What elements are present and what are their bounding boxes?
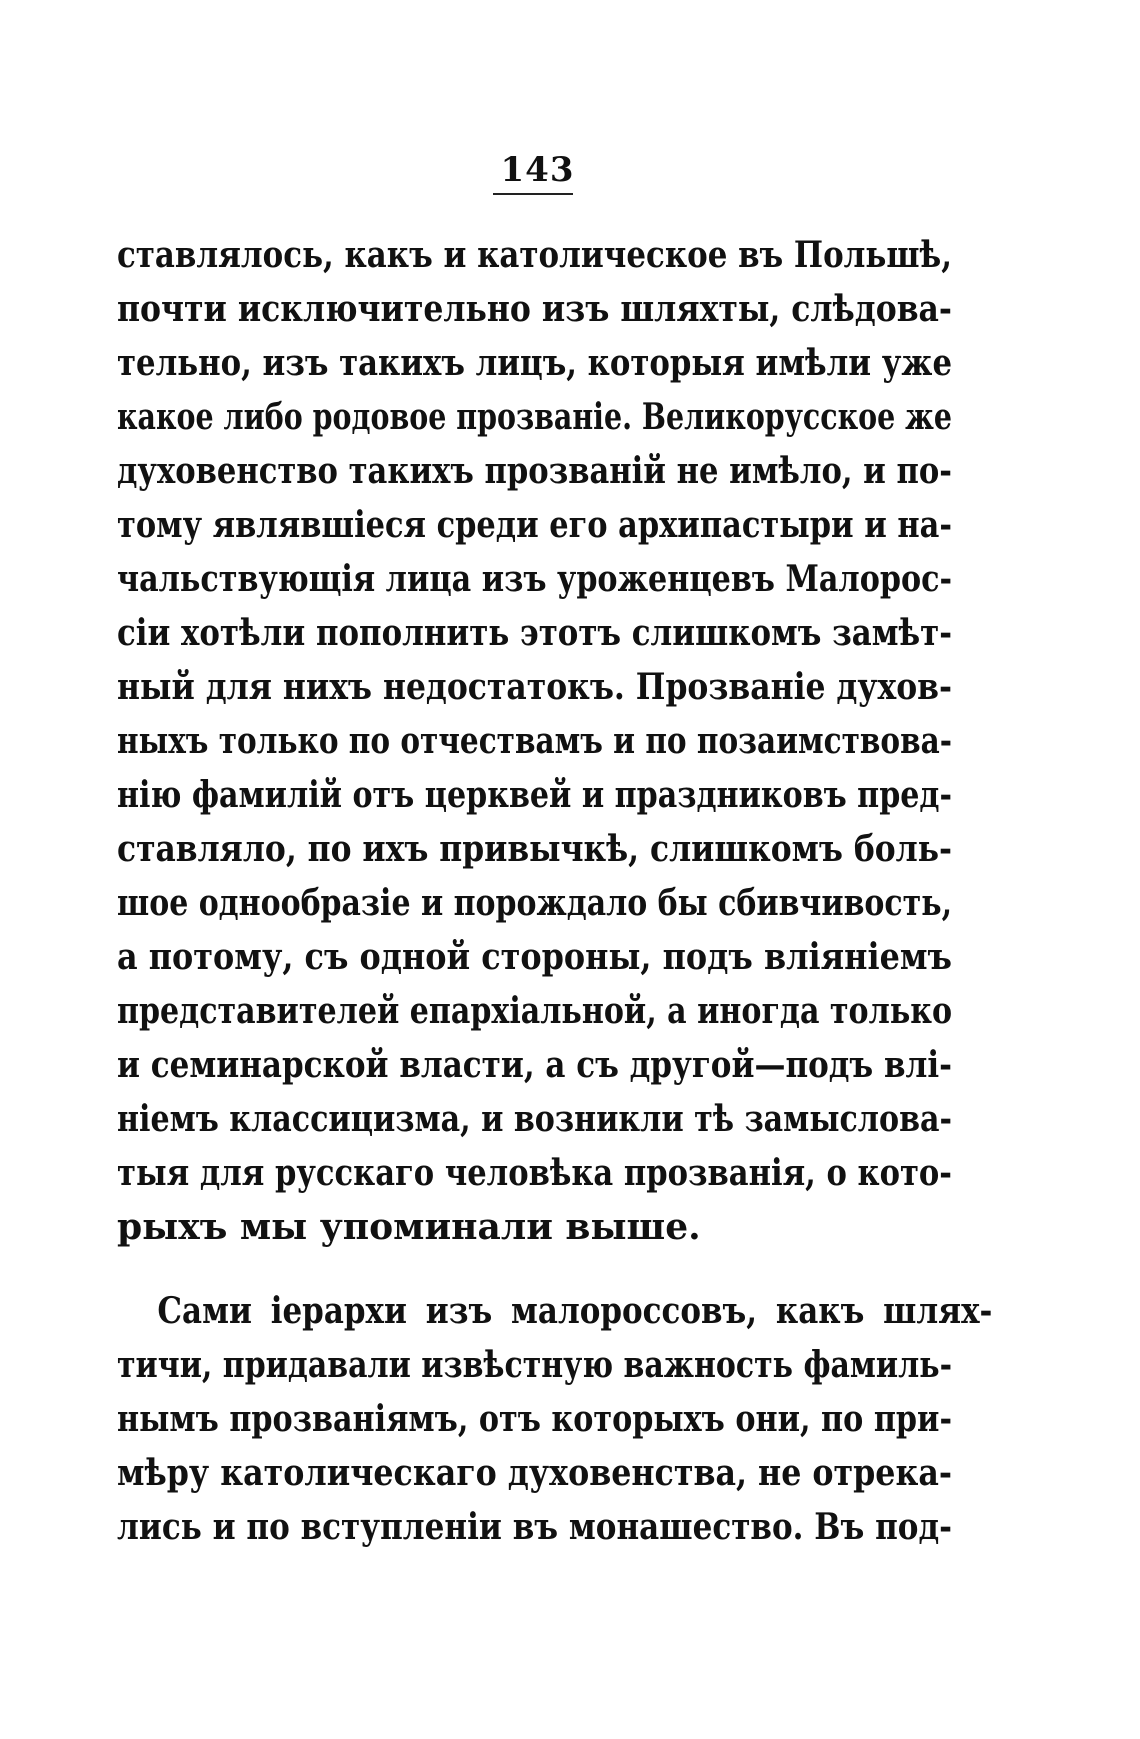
text-line: ныхъ только по отчествамъ и по позаимствова- [117,720,952,762]
body-text [117,228,993,1554]
text-line: представителей епархіальной, а иногда только [117,990,952,1032]
paragraph-2 [117,1284,993,1554]
text-line: нію фамилій отъ церквей и праздниковъ пред- [117,774,952,816]
text-line: рыхъ мы упоминали выше. [117,1206,701,1248]
text-line: какое либо родовое прозваніе. Великорусское же [117,396,953,438]
text-line: и семинарской власти, а съ другой—подъ влі- [117,1044,952,1086]
text-line: шое однообразіе и порождало бы сбивчивость, [117,882,952,924]
text-line: тичи, придавали извѣстную важность фамиль- [117,1344,952,1386]
text-line: духовенство такихъ прозваній не имѣло, и по- [117,450,952,492]
text-line: мѣру католическаго духовенства, не отрека- [117,1452,952,1494]
text-line: а потому, съ одной стороны, подъ вліяніемъ [117,936,952,978]
text-line: лись и по вступленіи въ монашество. Въ под- [117,1506,952,1548]
text-line: тыя для русскаго человѣка прозванія, о кото- [117,1152,952,1194]
text-line: ніемъ классицизма, и возникли тѣ замыслова- [117,1098,952,1140]
text-line: почти исключительно изъ шляхты, слѣдова- [117,288,952,330]
text-line: ставляло, по ихъ привычкѣ, слишкомъ боль- [117,828,952,870]
text-line: сіи хотѣли пополнить этотъ слишкомъ замѣт- [117,612,952,654]
text-line: тому являвшіеся среди его архипастыри и на- [117,504,952,546]
paragraph-1 [117,228,952,1254]
text-line: ный для нихъ недостатокъ. Прозваніе духов- [117,666,952,708]
text-line: чальствующія лица изъ уроженцевъ Малорос- [117,558,952,600]
text-line: ставлялось, какъ и католическое въ Польшѣ, [117,234,952,276]
page-number-rule [493,193,573,195]
page-number: 143 [500,150,575,190]
text-line: тельно, изъ такихъ лицъ, которыя имѣли уже [117,342,952,384]
paragraph-gap [117,1254,952,1284]
text-line: Сами іерархи изъ малороссовъ, какъ шлях- [157,1290,993,1332]
text-line: нымъ прозваніямъ, отъ которыхъ они, по при- [117,1398,952,1440]
